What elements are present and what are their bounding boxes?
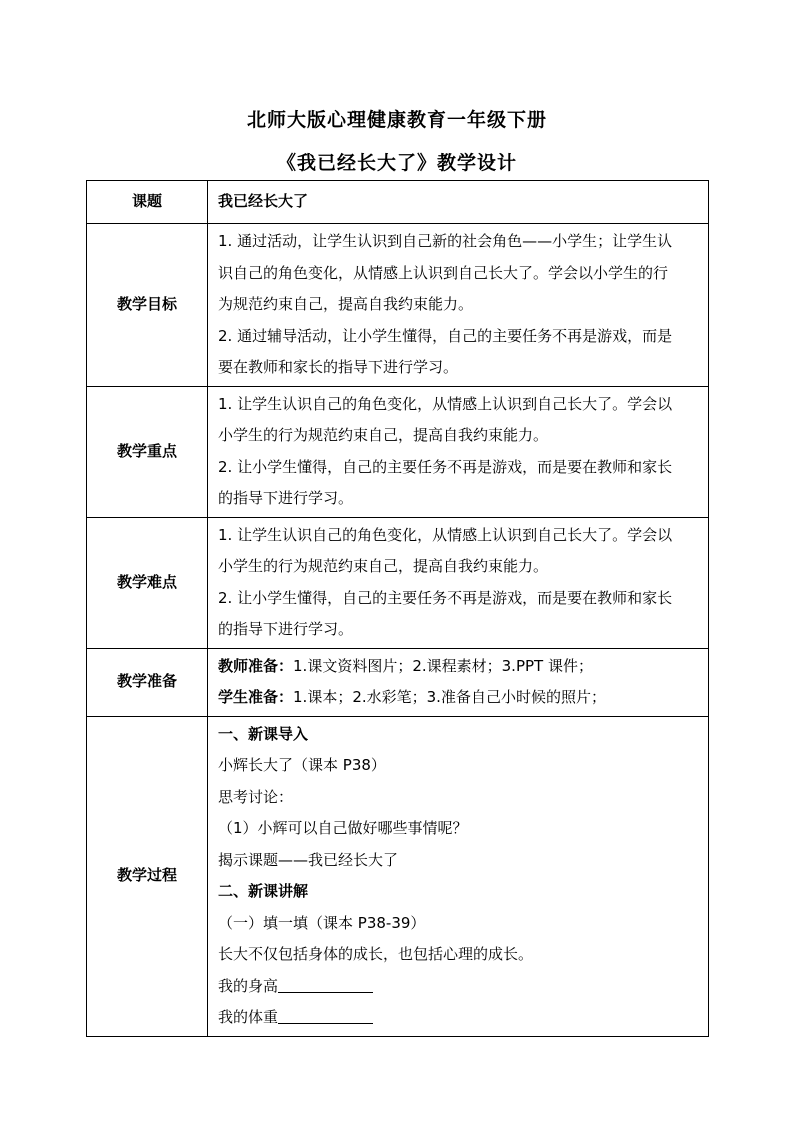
document-subtitle: 《我已经长大了》教学设计	[276, 152, 517, 174]
process-section-heading: 一、新课导入	[218, 724, 309, 743]
process-content	[208, 716, 709, 1036]
process-section-heading: 二、新课讲解	[218, 882, 309, 900]
process-line: 小辉长大了（课本 P38）	[218, 756, 386, 774]
difficulty-line: 的指导下进行学习。	[218, 620, 354, 638]
height-label: 我的身高	[218, 976, 279, 995]
table-row-process	[87, 716, 709, 1036]
lesson-plan-table	[86, 180, 709, 1037]
topic-label: 课题	[87, 181, 208, 224]
student-preparation	[218, 682, 700, 714]
focus-line: 2. 让小学生懂得，自己的主要任务不再是游戏，而是要在教师和家长	[218, 457, 673, 476]
focus-label: 教学重点	[87, 386, 208, 517]
goals-line: 1. 通过活动，让学生认识到自己新的社会角色——小学生；让学生认	[218, 232, 673, 250]
preparation-content	[208, 648, 709, 716]
teacher-preparation	[218, 651, 700, 683]
goals-line: 为规范约束自己，提高自我约束能力。	[218, 295, 474, 313]
process-line: 长大不仅包括身体的成长，也包括心理的成长。	[218, 945, 534, 963]
process-label: 教学过程	[87, 716, 208, 1036]
height-blank	[278, 975, 373, 993]
weight-blank	[278, 1006, 373, 1024]
weight-label: 我的体重	[218, 1008, 279, 1026]
difficulty-line: 小学生的行为规范约束自己，提高自我约束能力。	[218, 557, 549, 575]
goals-line: 2. 通过辅导活动，让小学生懂得，自己的主要任务不再是游戏，而是	[218, 326, 673, 345]
focus-line: 1. 让学生认识自己的角色变化，从情感上认识到自己长大了。学会以	[218, 394, 673, 413]
difficulty-label: 教学难点	[87, 517, 208, 648]
process-fill-weight	[218, 1002, 700, 1034]
preparation-label: 教学准备	[87, 648, 208, 716]
process-line: （1）小辉可以自己做好哪些事情呢？	[218, 819, 468, 837]
teacher-preparation-items: 1.课文资料图片；2.课程素材；3.PPT 课件；	[293, 656, 593, 675]
table-row-topic	[87, 181, 709, 224]
goals-content	[208, 224, 709, 387]
difficulty-line: 1. 让学生认识自己的角色变化，从情感上认识到自己长大了。学会以	[218, 525, 673, 544]
focus-content	[208, 386, 709, 517]
process-fill-height	[218, 971, 700, 1003]
difficulty-content	[208, 517, 709, 648]
goals-line: 识自己的角色变化，从情感上认识到自己长大了。学会以小学生的行	[218, 263, 669, 282]
table-row-focus	[87, 386, 709, 517]
table-row-goals	[87, 224, 709, 387]
student-preparation-label: 学生准备：	[218, 688, 294, 706]
process-line: 揭示课题——我已经长大了	[218, 850, 399, 869]
student-preparation-items: 1.课本；2.水彩笔；3.准备自己小时候的照片；	[293, 688, 606, 706]
teacher-preparation-label: 教师准备：	[218, 656, 294, 675]
process-line: （一）填一填（课本 P38-39）	[218, 913, 426, 932]
table-row-difficulty	[87, 517, 709, 648]
difficulty-line: 2. 让小学生懂得，自己的主要任务不再是游戏，而是要在教师和家长	[218, 588, 673, 607]
process-line: 思考讨论：	[218, 787, 294, 806]
focus-line: 小学生的行为规范约束自己，提高自我约束能力。	[218, 426, 549, 444]
focus-line: 的指导下进行学习。	[218, 489, 354, 507]
table-row-preparation	[87, 648, 709, 716]
goals-line: 要在教师和家长的指导下进行学习。	[218, 358, 459, 376]
topic-value: 我已经长大了	[208, 181, 709, 224]
goals-label: 教学目标	[87, 224, 208, 387]
document-title: 北师大版心理健康教育一年级下册	[246, 109, 547, 131]
